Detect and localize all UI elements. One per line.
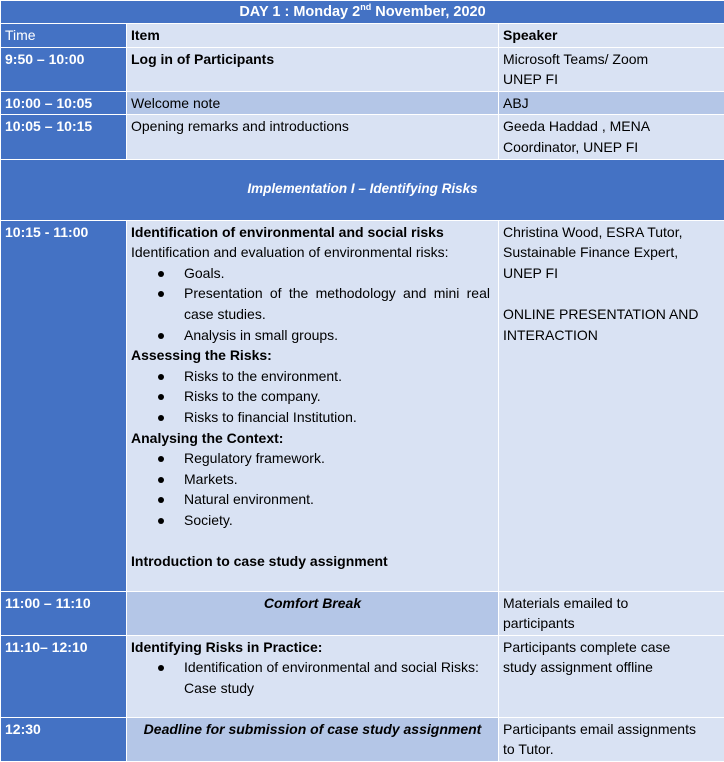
bullet-icon xyxy=(158,518,164,524)
row-comfort xyxy=(1,591,724,635)
speaker-cell: Participants email assignments to Tutor. xyxy=(499,717,724,761)
header-time: Time xyxy=(1,24,127,48)
list-item: Risks to financial Institution. xyxy=(131,407,494,428)
item-cell: Opening remarks and introductions xyxy=(127,115,499,159)
time-cell: 10:15 - 11:00 xyxy=(1,220,127,591)
time-cell: 9:50 – 10:00 xyxy=(1,47,127,91)
time-cell: 10:05 – 10:15 xyxy=(1,115,127,159)
bullet-icon xyxy=(158,394,164,400)
item-cell xyxy=(127,635,499,717)
bullet-list-risks xyxy=(131,366,494,428)
row-opening xyxy=(1,115,724,159)
bullet-icon xyxy=(158,497,164,503)
bullet-list-context xyxy=(131,448,494,530)
list-item: Society. xyxy=(131,510,494,531)
bullet-icon xyxy=(158,271,164,277)
header-speaker: Speaker xyxy=(499,24,724,48)
bullet-icon xyxy=(158,456,164,462)
bullet-icon xyxy=(158,374,164,380)
time-cell: 11:00 – 11:10 xyxy=(1,591,127,635)
item-heading: Identification of environmental and social risks xyxy=(131,222,494,243)
speaker-cell: Materials emailed to participants xyxy=(499,591,724,635)
item-heading: Identifying Risks in Practice: xyxy=(131,637,494,658)
time-cell: 10:00 – 10:05 xyxy=(1,91,127,115)
list-item: Analysis in small groups. xyxy=(131,325,494,346)
bullet-icon xyxy=(158,291,164,297)
row-identification xyxy=(1,220,724,591)
bullet-list-practice xyxy=(131,657,494,698)
bullet-icon xyxy=(158,415,164,421)
header-item: Item xyxy=(127,24,499,48)
section-title: Implementation I – Identifying Risks xyxy=(1,159,724,220)
speaker-cell: Participants complete case study assignment offline xyxy=(499,635,724,717)
row-login xyxy=(1,47,724,91)
speaker-cell: ABJ xyxy=(499,91,724,115)
spacer xyxy=(131,530,494,551)
assessing-heading: Assessing the Risks: xyxy=(131,345,494,366)
day-ordinal: nd xyxy=(360,2,371,12)
time-cell: 12:30 xyxy=(1,717,127,761)
time-cell: 11:10– 12:10 xyxy=(1,635,127,717)
item-cell: Welcome note xyxy=(127,91,499,115)
speaker-cell: Christina Wood, ESRA Tutor, Sustainable Finance Expert, UNEP FI ONLINE PRESENTATION AND INTERACTION xyxy=(499,220,724,591)
item-subheading: Identification and evaluation of environmental risks: xyxy=(131,242,494,263)
context-heading: Analysing the Context: xyxy=(131,428,494,449)
speaker-cell: Geeda Haddad , MENA Coordinator, UNEP FI xyxy=(499,115,724,159)
item-cell: Log in of Participants xyxy=(127,47,499,91)
intro-assignment: Introduction to case study assignment xyxy=(131,551,494,572)
spacer xyxy=(503,283,720,304)
day-title-row xyxy=(1,1,724,24)
row-practice xyxy=(1,635,724,717)
list-item: Risks to the company. xyxy=(131,386,494,407)
item-cell: Deadline for submission of case study assignment xyxy=(127,717,499,761)
header-row xyxy=(1,24,724,48)
item-cell: Comfort Break xyxy=(127,591,499,635)
bullet-icon xyxy=(158,333,164,339)
row-deadline xyxy=(1,717,724,761)
list-item: Presentation of the methodology and mini real case studies. xyxy=(131,283,494,324)
bullet-icon xyxy=(158,665,164,671)
list-item: Identification of environmental and social Risks: Case study xyxy=(131,657,494,698)
item-cell xyxy=(127,220,499,591)
row-welcome xyxy=(1,91,724,115)
list-item: Markets. xyxy=(131,469,494,490)
bullet-icon xyxy=(158,477,164,483)
list-item: Risks to the environment. xyxy=(131,366,494,387)
bullet-list-goals xyxy=(131,263,494,345)
section-row xyxy=(1,159,724,220)
list-item: Goals. xyxy=(131,263,494,284)
day-title: DAY 1 : Monday 2nd November, 2020 xyxy=(1,1,724,24)
list-item: Natural environment. xyxy=(131,489,494,510)
list-item: Regulatory framework. xyxy=(131,448,494,469)
speaker-cell: Microsoft Teams/ Zoom UNEP FI xyxy=(499,47,724,91)
